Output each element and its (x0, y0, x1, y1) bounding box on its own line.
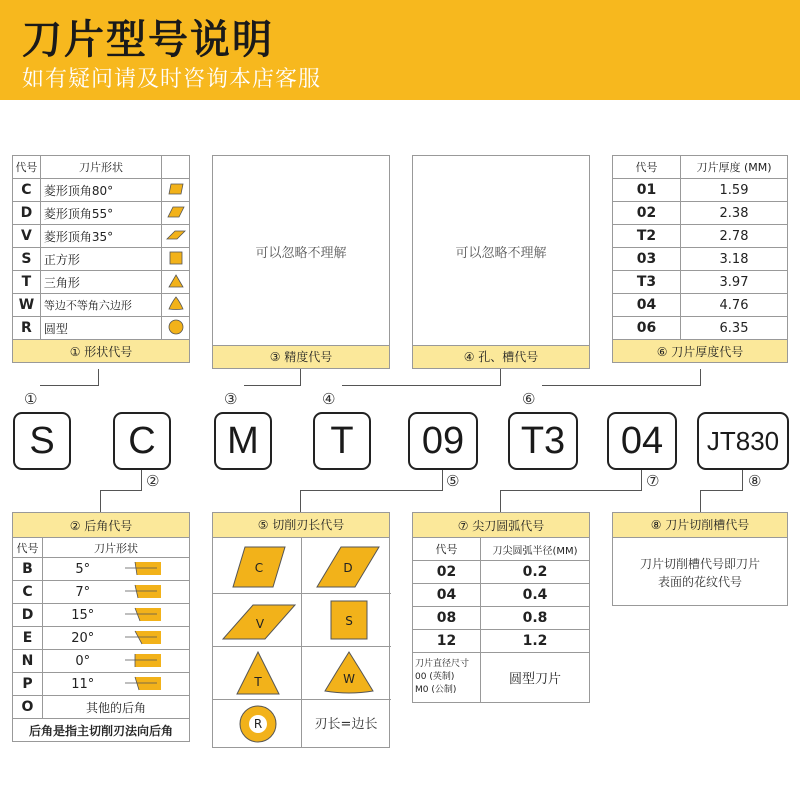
circle-num-1: ① (24, 390, 38, 408)
code-nose-radius: 04 (607, 412, 677, 470)
svg-text:D: D (343, 561, 353, 575)
chipbreaker-box (612, 512, 788, 606)
banner (0, 0, 800, 100)
chipbreaker-header: ⑧ 刀片切削槽代号 (613, 513, 787, 538)
precision-footer: ③ 精度代号 (213, 345, 389, 368)
connector-line (100, 490, 101, 512)
nose-radius-header: ⑦ 尖刀圆弧代号 (413, 513, 590, 538)
connector-line (300, 490, 443, 491)
circle-num-3: ③ (224, 390, 238, 408)
clearance-angle-icon (123, 627, 190, 650)
connector-line (500, 369, 501, 385)
square-icon (162, 248, 190, 271)
circle-num-7: ⑦ (646, 472, 660, 490)
table-row: 04 0.4 (413, 584, 590, 607)
shape-table-footer: ① 形状代号 (13, 340, 190, 363)
clearance-angle-icon (123, 581, 190, 604)
triangle-icon (162, 271, 190, 294)
connector-line (244, 385, 301, 386)
clearance-table-box (12, 512, 190, 748)
table-row: S 正方形 (13, 248, 190, 271)
code-edge-length: 09 (408, 412, 478, 470)
table-row: 04 4.76 (613, 294, 788, 317)
connector-line (700, 369, 701, 385)
code-chipbreaker: JT830 (697, 412, 789, 470)
clearance-header: ② 后角代号 (13, 513, 190, 538)
thickness-table-box (612, 155, 788, 369)
table-row: T 三角形 (13, 271, 190, 294)
thickness-table: 代号 刀片厚度 (MM) 01 1.59 02 2.38 T2 2.78 03 3.18 T3 3.97 04 4.76 06 6.35 ⑥ 刀片厚度代号 (612, 155, 788, 363)
connector-line (98, 369, 99, 385)
table-row: E 20° (13, 627, 190, 650)
table-row: T3 3.97 (613, 271, 788, 294)
thickness-footer: ⑥ 刀片厚度代号 (613, 340, 788, 363)
circle-num-8: ⑧ (748, 472, 762, 490)
connector-line (700, 490, 743, 491)
col-code: 代号 (13, 156, 41, 179)
table-row: 01 1.59 (613, 179, 788, 202)
clearance-angle-icon (123, 558, 190, 581)
connector-line (700, 490, 701, 512)
table-row: W 等边不等角六边形 (13, 294, 190, 317)
svg-text:V: V (255, 617, 265, 631)
table-row: N 0° (13, 650, 190, 673)
square-s-insert-icon (327, 597, 371, 643)
rhombus-d-insert-icon (313, 543, 383, 591)
rhombus-80-icon (162, 179, 190, 202)
edge-length-note: 刃长=边长 (314, 717, 378, 732)
table-row: T2 2.78 (613, 225, 788, 248)
table-row: R 圆型 (13, 317, 190, 340)
connector-line (542, 385, 701, 386)
cutting-edge-header: ⑤ 切削刃长代号 (213, 513, 389, 538)
circle-icon (162, 317, 190, 340)
round-r-insert-icon (237, 703, 279, 745)
col-shape: 刀片形状 (40, 156, 161, 179)
rhombus-v-insert-icon (221, 599, 297, 643)
table-row: 06 6.35 (613, 317, 788, 340)
circle-num-4: ④ (322, 390, 336, 408)
table-row: D 菱形顶角55° (13, 202, 190, 225)
table-row: C 7° (13, 581, 190, 604)
table-row: P 11° (13, 673, 190, 696)
precision-placeholder: 可以忽略不理解 (255, 246, 347, 261)
circle-num-2: ② (146, 472, 160, 490)
code-precision: M (214, 412, 272, 470)
code-shape: S (13, 412, 71, 470)
shape-table-box (12, 155, 190, 369)
rhombus-35-icon (162, 225, 190, 248)
svg-text:S: S (345, 614, 353, 628)
connector-line (500, 490, 642, 491)
rhombus-c-insert-icon (227, 543, 291, 591)
connector-line (300, 369, 301, 385)
connector-line (300, 490, 301, 512)
code-hole: T (313, 412, 371, 470)
table-row: 02 0.2 (413, 561, 590, 584)
table-row: D 15° (13, 604, 190, 627)
clearance-angle-icon (123, 604, 190, 627)
connector-line (141, 470, 142, 490)
table-row: 12 1.2 (413, 630, 590, 653)
connector-line (442, 470, 443, 490)
table-row: 刀片直径尺寸 00 (英制) M0 (公制) 圆型刀片 (413, 653, 590, 703)
circle-num-6: ⑥ (522, 390, 536, 408)
table-row: V 菱形顶角35° (13, 225, 190, 248)
code-thickness: T3 (508, 412, 578, 470)
connector-line (40, 385, 99, 386)
table-row: B 5° (13, 558, 190, 581)
clearance-note: 后角是指主切削刃法向后角 (13, 719, 190, 742)
svg-text:W: W (343, 672, 355, 686)
rhombus-55-icon (162, 202, 190, 225)
nose-radius-box (412, 512, 590, 708)
shape-table (12, 155, 190, 363)
triangle-t-insert-icon (235, 649, 281, 697)
svg-text:C: C (254, 561, 264, 575)
connector-line (742, 470, 743, 490)
svg-text:T: T (254, 675, 262, 689)
clearance-table: ② 后角代号 代号 刀片形状 B 5° C 7° D 15° E 20° N 0° P 11° O 其他的后角 后角是指主切削刃法向后角 (12, 512, 190, 742)
connector-line (342, 385, 501, 386)
table-row: C 菱形顶角80° (13, 179, 190, 202)
nose-radius-table: ⑦ 尖刀圆弧代号 代号 刀尖圆弧半径(MM) 02 0.2 04 0.4 08 0.8 12 1.2 刀片直径尺寸 00 (英制) M0 (公制) 圆型刀片 (412, 512, 590, 703)
chipbreaker-text-2: 表面的花纹代号 (657, 575, 742, 589)
connector-line (641, 470, 642, 490)
page-subtitle: 如有疑问请及时咨询本店客服 (22, 67, 322, 92)
code-clearance: C (113, 412, 171, 470)
circle-num-5: ⑤ (446, 472, 460, 490)
trigon-w-insert-icon (321, 649, 377, 697)
table-row: O 其他的后角 (13, 696, 190, 719)
hole-box (412, 155, 590, 369)
page-title: 刀片型号说明 (22, 17, 274, 63)
hole-placeholder: 可以忽略不理解 (455, 246, 547, 261)
table-row: 03 3.18 (613, 248, 788, 271)
clearance-angle-icon (123, 650, 190, 673)
svg-text:R: R (253, 717, 263, 731)
table-row: 08 0.8 (413, 607, 590, 630)
cutting-edge-box (212, 512, 390, 748)
table-row: 02 2.38 (613, 202, 788, 225)
trigon-icon (162, 294, 190, 317)
clearance-angle-icon (123, 673, 190, 696)
hole-footer: ④ 孔、槽代号 (413, 345, 589, 368)
connector-line (500, 490, 501, 512)
connector-line (100, 490, 142, 491)
precision-box (212, 155, 390, 369)
chipbreaker-text-1: 刀片切削槽代号即刀片 (639, 557, 760, 571)
